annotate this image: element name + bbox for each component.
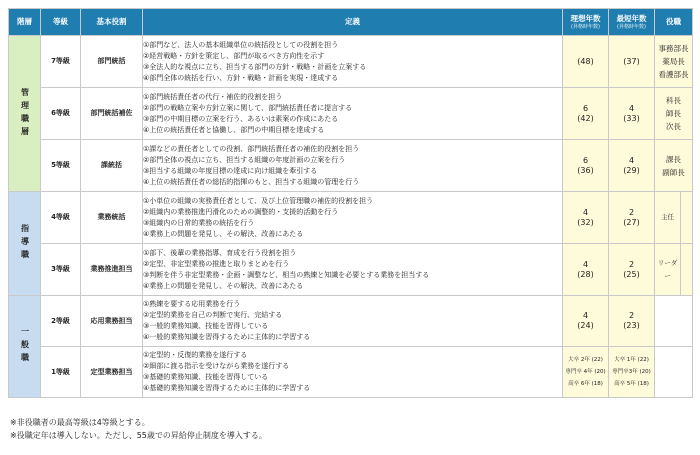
definition-line: ④業務上の問題を発見し、その解決、改善にあたる [143, 281, 304, 290]
grade-row [9, 244, 693, 296]
grade-row [9, 140, 693, 192]
min-years-value: (23) [623, 321, 640, 330]
grade-cell: 3等級 [41, 244, 81, 296]
post-title: 薬局長 [662, 57, 685, 66]
role-cell: 定型業務担当 [81, 347, 143, 398]
grade-cell: 7等級 [41, 36, 81, 88]
ideal-years-values [563, 208, 608, 228]
ideal-years-value: 6 [582, 155, 589, 165]
role-cell: 部門統括 [81, 36, 143, 88]
min-years-value: 大卒 1年 (22) [614, 357, 649, 363]
definition-cell [143, 88, 563, 140]
header-post: 役職 [655, 9, 693, 36]
post-title: 師長 [666, 109, 681, 118]
level-manager: 管理職層 [9, 36, 41, 192]
post-empty [655, 347, 693, 398]
header-min-years [609, 9, 655, 36]
definition-line: ②部門の戦略立案や方針立案に関して、部門統括責任者に提言する [143, 103, 353, 112]
definition-line: ①部門統括責任者の代行・補佐的役割を担う [143, 92, 283, 101]
definition-line: ①部下、後輩の業務指導、育成を行う役割を担う [143, 248, 297, 257]
ideal-years-value: 4 [582, 311, 589, 320]
min-years-cell [609, 296, 655, 347]
ideal-years-cell [563, 192, 609, 244]
ideal-years-cell [563, 347, 609, 398]
definition-line: ④一般的業務知識を習得するために主体的に学習する [143, 333, 311, 341]
definition-line: ①部門など、法人の基本組織単位の統括役としての役割を担う [143, 40, 339, 49]
min-years-value: (27) [623, 217, 640, 227]
ideal-years-values [563, 311, 608, 331]
header-level: 階層 [9, 9, 41, 36]
level-general: 一般職 [9, 296, 41, 398]
header-role: 基本役割 [81, 9, 143, 36]
post-cell [655, 36, 693, 88]
grade-cell: 1等級 [41, 347, 81, 398]
definition-line: ①熟練を要する応用業務を行う [143, 300, 241, 308]
ideal-years-value: (24) [577, 321, 594, 330]
min-years-value: 専門卒3年 (20) [612, 369, 651, 375]
ideal-years-value: 専門卒 4年 (20) [565, 369, 606, 375]
header-ideal-years [563, 9, 609, 36]
min-years-values [609, 311, 654, 331]
definition-line: ③担当する組織の年度目標の達成に向け組織を牽引する [143, 166, 318, 175]
definition-cell [143, 347, 563, 398]
header-min-years-sub: (昇格時年数) [617, 23, 646, 30]
definition-cell [143, 36, 563, 88]
ideal-years-value: 4 [582, 259, 589, 269]
definition-line: ④基礎的業務知識を習得するために主体的に学習する [143, 384, 311, 392]
ideal-years-value: 4 [582, 207, 589, 217]
min-years-value: 2 [628, 311, 635, 320]
post-blank [681, 244, 693, 296]
definition-line: ①小単位の組織の実務責任者として、及び上位管理職の補佐的役割を担う [143, 196, 374, 205]
ideal-years-value: (48) [577, 56, 594, 66]
ideal-years-values [563, 57, 608, 67]
definition-line: ②経営戦略・方針を策定し、部門が取るべき方向性を示す [143, 51, 325, 60]
definition-line: ②細部に渡る指示を受けながら業務を遂行する [143, 362, 290, 370]
post-title: 科長 [666, 96, 681, 105]
definition-cell [143, 244, 563, 296]
min-years-value: 2 [628, 207, 635, 217]
definition-line: ②組織内の業務推進円滑化のための調整的・支援的活動を行う [143, 207, 339, 216]
ideal-years-values [563, 156, 608, 176]
definition-line: ①定型的・反復的業務を遂行する [143, 351, 248, 359]
grade-cell: 5等級 [41, 140, 81, 192]
ideal-years-value: (32) [577, 217, 594, 227]
note-1: ※非役職者の最高等級は4等級とする。 [10, 418, 150, 427]
ideal-years-cell [563, 36, 609, 88]
ideal-years-value: 大卒 2年 (22) [568, 357, 603, 363]
ideal-years-values [563, 104, 608, 124]
definition-line: ③判断を伴う非定型業務・企画・調整など、相当の熟練と知識を必要とする業務を担当する [143, 270, 430, 279]
min-years-values [609, 104, 654, 124]
definition-line: ②部門全体の視点に立ち、担当する組織の年度計画の立案を行う [143, 155, 346, 164]
min-years-value: 2 [628, 259, 635, 269]
min-years-value: (33) [623, 113, 640, 123]
min-years-values [609, 260, 654, 280]
role-cell: 部門統括補佐 [81, 88, 143, 140]
post-title: 主任 [661, 213, 674, 221]
post-cell [655, 244, 681, 296]
notes [10, 416, 267, 442]
header-min-years-label: 最短年数 [616, 14, 647, 24]
post-blank [681, 192, 693, 244]
ideal-years-cell [563, 140, 609, 192]
grade-row [9, 36, 693, 88]
definition-line: ④上位の統括責任者と協働し、部門の中期目標を達成する [143, 125, 325, 134]
definition-cell [143, 140, 563, 192]
post-empty [655, 296, 693, 347]
ideal-years-value: (28) [577, 269, 594, 279]
post-cell [655, 140, 693, 192]
header-grade: 等級 [41, 9, 81, 36]
ideal-years-values [563, 260, 608, 280]
note-2: ※役職定年は導入しない。ただし、55歳での昇給停止制度を導入する。 [10, 431, 267, 440]
min-years-value: 高卒 5年 (18) [614, 381, 649, 387]
min-years-cell [609, 36, 655, 88]
min-years-values [609, 354, 654, 390]
definition-line: ③一般的業務知識、技能を習得している [143, 322, 269, 330]
definition-line: ③部門の中期目標の立案を行う、あるいは素案の作成にあたる [143, 114, 339, 123]
min-years-values [609, 57, 654, 67]
definition-line: ①課などの責任者としての役割、部門統括責任者の補佐的役割を担う [143, 144, 360, 153]
min-years-cell [609, 244, 655, 296]
header-row [9, 9, 693, 36]
min-years-values [609, 208, 654, 228]
role-cell: 業務統括 [81, 192, 143, 244]
post-title: 課長 [666, 154, 681, 164]
grade-cell: 6等級 [41, 88, 81, 140]
grade-row [9, 296, 693, 347]
definition-line: ②定型、非定型業務の推進と取りまとめを行う [143, 259, 290, 268]
post-title: 副師長 [662, 167, 685, 177]
ideal-years-cell [563, 244, 609, 296]
ideal-years-cell [563, 88, 609, 140]
post-cell [655, 88, 693, 140]
min-years-cell [609, 140, 655, 192]
post-title: 事務部長 [658, 44, 689, 53]
min-years-value: 4 [628, 155, 635, 165]
ideal-years-value: (36) [577, 165, 594, 175]
post-title: 看護部長 [658, 70, 689, 79]
min-years-value: (25) [623, 269, 640, 279]
grade-row [9, 347, 693, 398]
grade-row [9, 192, 693, 244]
min-years-value: (37) [623, 56, 640, 66]
grade-row [9, 88, 693, 140]
grade-cell: 4等級 [41, 192, 81, 244]
min-years-value: (29) [623, 165, 640, 175]
definition-cell [143, 296, 563, 347]
grade-cell: 2等級 [41, 296, 81, 347]
min-years-value: 4 [628, 103, 635, 113]
ideal-years-value: 6 [582, 103, 589, 113]
definition-line: ④部門全体の統括を行い、方針・戦略・計画を実現・達成する [143, 73, 339, 82]
ideal-years-cell [563, 296, 609, 347]
definition-line: ④業務上の問題を発見し、その解決、改善にあたる [143, 229, 304, 238]
ideal-years-value: 高卒 6年 (18) [568, 381, 603, 387]
ideal-years-value: (42) [577, 113, 594, 123]
role-cell: 課統括 [81, 140, 143, 192]
definition-line: ③全法人的な視点に立ち、担当する部門の方針・戦略・計画を立案する [143, 62, 367, 71]
min-years-values [609, 156, 654, 176]
definition-line: ③基礎的業務知識、技能を習得している [143, 373, 269, 381]
header-ideal-years-label: 理想年数 [570, 14, 601, 24]
role-cell: 応用業務担当 [81, 296, 143, 347]
definition-cell [143, 192, 563, 244]
min-years-cell [609, 88, 655, 140]
post-cell [655, 192, 681, 244]
grade-definition-table [8, 8, 693, 398]
definition-line: ③組織内の日常的業務の統括を行う [143, 218, 255, 227]
level-supervisor: 指導職 [9, 192, 41, 296]
header-definition: 定義 [143, 9, 563, 36]
ideal-years-values [563, 354, 608, 390]
role-cell: 業務推進担当 [81, 244, 143, 296]
post-title: リーダー [657, 258, 678, 280]
header-ideal-years-sub: (昇格時年数) [571, 23, 600, 30]
definition-line: ②定型的業務を自己の判断で実行、完結する [143, 311, 283, 319]
min-years-cell [609, 192, 655, 244]
post-title: 次長 [666, 122, 681, 131]
min-years-cell [609, 347, 655, 398]
definition-line: ④上位の統括責任者の総括的指揮のもと、担当する組織の管理を行う [143, 177, 360, 186]
